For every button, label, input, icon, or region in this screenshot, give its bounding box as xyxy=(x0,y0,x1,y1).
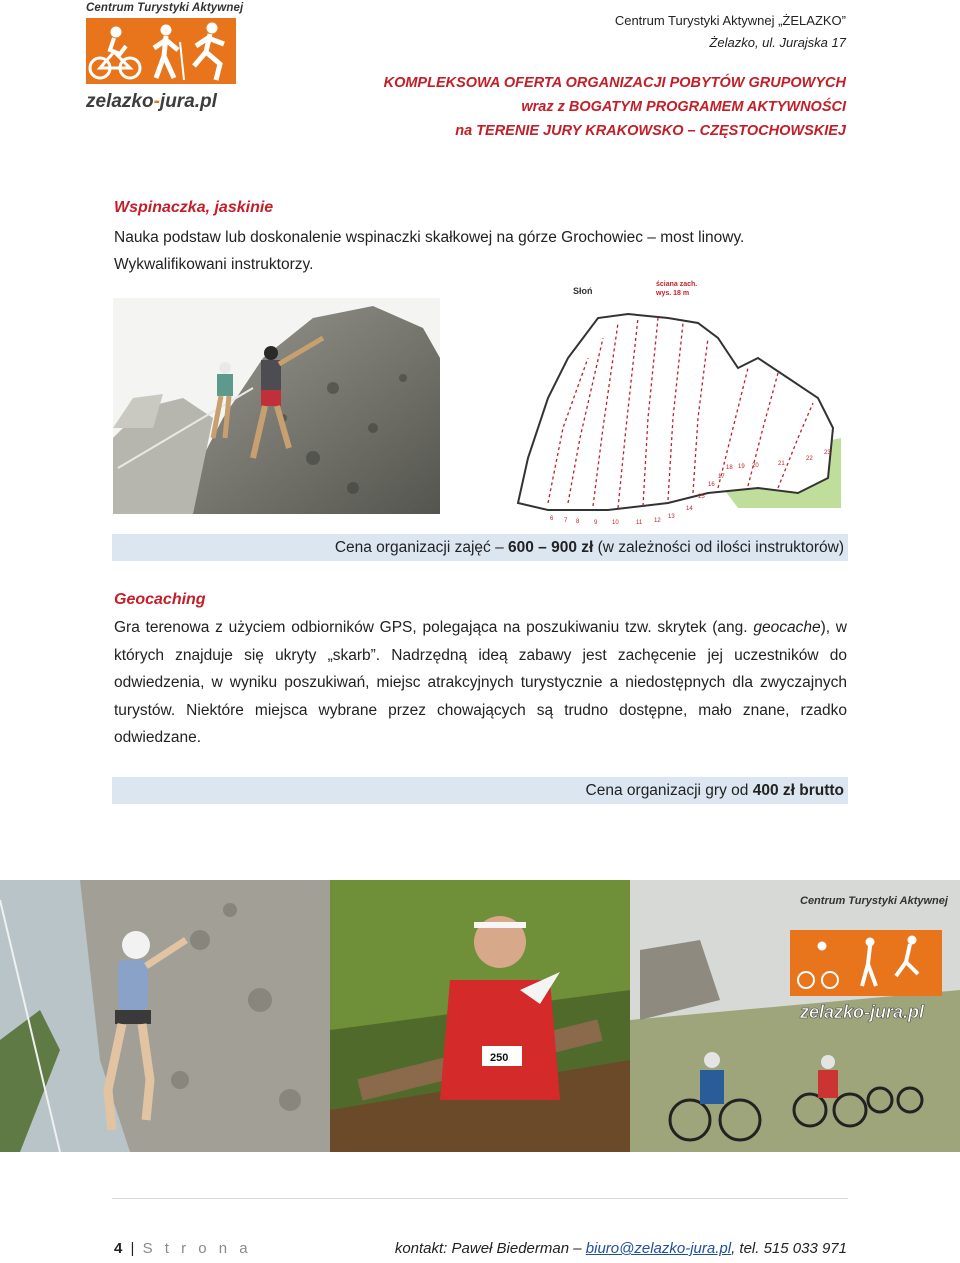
climbing-description xyxy=(114,224,854,278)
footer-divider xyxy=(112,1198,848,1199)
climbing-route-topo xyxy=(508,278,841,528)
geocaching-price-value: 400 zł brutto xyxy=(752,782,844,799)
topo-rock-label: Słoń xyxy=(573,286,593,296)
geocaching-description xyxy=(114,614,847,752)
collage-logo-title: Centrum Turystyki Aktywnej xyxy=(800,895,948,907)
topo-route-6: 6 xyxy=(550,516,554,522)
topo-route-15: 15 xyxy=(698,494,705,500)
offer-line-3: na TERENIE JURY KRAKOWSKO – CZĘSTOCHOWSKIEJ xyxy=(455,123,846,139)
climbing-price-value: 600 – 900 zł xyxy=(508,539,594,556)
contact-info xyxy=(395,1240,847,1257)
topo-route-11: 11 xyxy=(636,520,643,526)
topo-route-8: 8 xyxy=(576,519,580,525)
climbing-photo xyxy=(113,298,440,514)
topo-route-7: 7 xyxy=(564,518,568,524)
offer-line-2: wraz z BOGATYM PROGRAMEM AKTYWNOŚCI xyxy=(521,99,846,115)
page-word: S t r o n a xyxy=(142,1240,252,1257)
center-address: Żelazko, ul. Jurajska 17 xyxy=(709,35,846,50)
page-separator: | xyxy=(130,1240,135,1257)
contact-phone: , tel. 515 033 971 xyxy=(731,1240,847,1257)
topo-route-17: 17 xyxy=(718,474,725,480)
topo-route-16: 16 xyxy=(708,482,715,488)
bib-number: 250 xyxy=(490,1052,509,1064)
climbing-text-line-1: Nauka podstaw lub doskonalenie wspinaczki skałkowej na górze Grochowiec – most linowy. xyxy=(114,229,745,246)
geocaching-text-a: Gra terenowa z użyciem odbiorników GPS, polegająca na poszukiwaniu tzw. skrytek (ang. xyxy=(114,619,754,636)
topo-route-9: 9 xyxy=(594,520,598,526)
climbing-price-bar xyxy=(112,534,848,561)
climbing-text-line-2: Wykwalifikowani instruktorzy. xyxy=(114,256,314,273)
climbing-title: Wspinaczka, jaskinie xyxy=(114,199,274,216)
offer-heading xyxy=(384,71,846,143)
climbing-price-prefix: Cena organizacji zajęć – xyxy=(334,539,504,556)
header-info xyxy=(384,10,846,143)
topo-route-22: 22 xyxy=(806,456,813,462)
topo-route-20: 20 xyxy=(752,463,759,469)
activity-photo-collage xyxy=(0,880,960,1152)
topo-route-18: 18 xyxy=(726,465,733,471)
topo-route-23: 23 xyxy=(824,450,831,456)
contact-email-link[interactable]: biuro@zelazko-jura.pl xyxy=(585,1240,732,1257)
climbing-price-suffix: (w zależności od ilości instruktorów) xyxy=(597,539,844,556)
center-name: Centrum Turystyki Aktywnej „ŻELAZKO” xyxy=(614,13,846,28)
geocaching-text-italic: geocache xyxy=(753,619,821,636)
page-footer xyxy=(114,1240,847,1257)
geocaching-title: Geocaching xyxy=(114,591,206,608)
topo-route-14: 14 xyxy=(686,506,693,512)
topo-route-19: 19 xyxy=(738,464,745,470)
logo-title: Centrum Turystyki Aktywnej xyxy=(86,2,244,14)
contact-prefix: kontakt: Paweł Biederman – xyxy=(394,1240,582,1257)
company-logo xyxy=(86,2,246,112)
logo-domain: zelazko-jura.pl xyxy=(86,91,217,112)
offer-line-1: KOMPLEKSOWA OFERTA ORGANIZACJI POBYTÓW GRUPOWYCH xyxy=(383,75,846,91)
geocaching-price-bar xyxy=(112,777,848,804)
topo-route-21: 21 xyxy=(778,461,785,467)
page-number: 4 xyxy=(114,1240,123,1257)
topo-height-label: wys. 18 m xyxy=(656,290,690,297)
topo-route-10: 10 xyxy=(612,520,619,526)
topo-route-12: 12 xyxy=(654,518,661,524)
collage-logo-domain: zelazko-jura.pl xyxy=(800,1002,925,1022)
topo-route-13: 13 xyxy=(668,514,675,520)
geocaching-text-b: ), w których znajduje się ukryty „skarb”. Nadrzędną ideą zabawy jest zachęcenie jej uczestników do odwiedzenia, w wyniku poszukiwań, miejsc atrakcyjnych turystycznie a niedostępnych dla zwyczajnych turystów. Niektóre miejsca wybrane przez chowających są trudno dostępne, mało znane, rzadko odwiedzane. xyxy=(114,619,847,746)
topo-wall-label: ściana zach. xyxy=(656,281,698,288)
logo-graphic xyxy=(86,18,236,84)
geocaching-price-prefix: Cena organizacji gry od xyxy=(585,782,749,799)
